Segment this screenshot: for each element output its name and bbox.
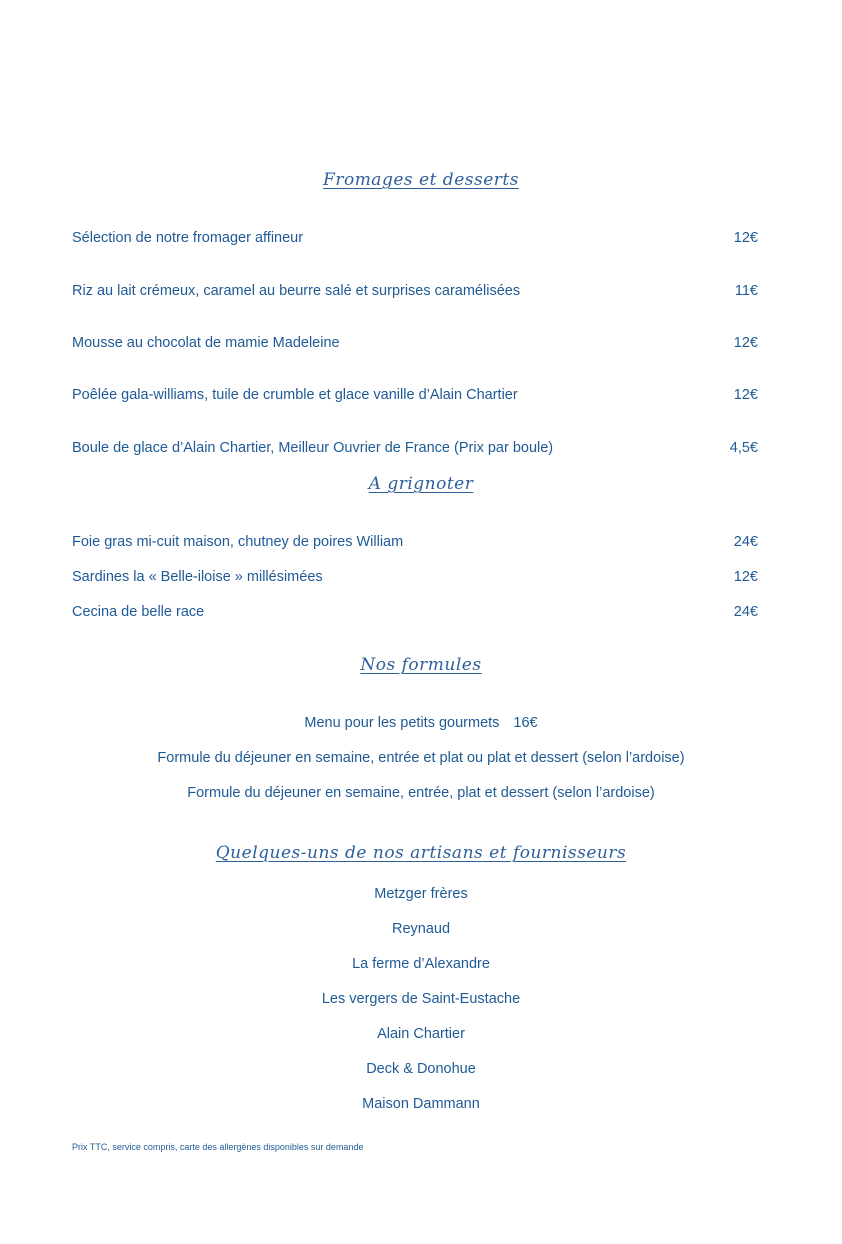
menu-item-price: 12€: [733, 230, 758, 246]
menu-item: [72, 385, 758, 405]
artisan-name: Maison Dammann: [362, 1096, 480, 1112]
formule-text: Formule du déjeuner en semaine, entrée et plat ou plat et dessert (selon l’ardoise): [157, 750, 685, 766]
section-title-fromages-desserts: Fromages et desserts: [323, 170, 519, 190]
formule-text: Formule du déjeuner en semaine, entrée, plat et dessert (selon l’ardoise): [187, 785, 655, 801]
menu-item-price: 12€: [733, 387, 758, 403]
section-title-formules: Nos formules: [360, 655, 482, 675]
menu-item: [72, 602, 758, 622]
artisan-name: Reynaud: [391, 921, 451, 937]
menu-item-price: 24€: [733, 604, 758, 620]
menu-item-name: Poêlée gala-williams, tuile de crumble et glace vanille d’Alain Chartier: [72, 387, 518, 403]
menu-item-price: 12€: [733, 569, 758, 585]
menu-item-name: Riz au lait crémeux, caramel au beurre salé et surprises caramélisées: [72, 283, 521, 299]
artisan-name: Les vergers de Saint-Eustache: [321, 991, 521, 1007]
formule-text: Menu pour les petits gourmets: [304, 715, 500, 731]
menu-item-price: 12€: [733, 335, 758, 351]
artisan-name: Alain Chartier: [377, 1026, 465, 1042]
menu-item-price: 24€: [733, 534, 758, 550]
menu-item-name: Sélection de notre fromager affineur: [72, 230, 304, 246]
artisan-name: La ferme d’Alexandre: [352, 956, 490, 972]
menu-item: [72, 333, 758, 353]
menu-item-price: 4,5€: [729, 440, 758, 456]
footer-note: Prix TTC, service compris, carte des allergènes disponibles sur demande: [72, 1142, 364, 1152]
menu-item: [72, 532, 758, 552]
menu-item: [72, 281, 758, 301]
menu-item: [72, 438, 758, 458]
formule-price: 16€: [513, 715, 538, 731]
formule-line: [0, 748, 842, 768]
formule-line: [0, 713, 842, 733]
menu-item: [72, 228, 758, 248]
menu-item-name: Boule de glace d’Alain Chartier, Meilleur Ouvrier de France (Prix par boule): [72, 440, 554, 456]
section-title-grignoter: A grignoter: [368, 474, 474, 494]
section-title-artisans: Quelques-uns de nos artisans et fournisseurs: [215, 843, 627, 863]
menu-item-name: Cecina de belle race: [72, 604, 205, 620]
artisan-name: Deck & Donohue: [366, 1061, 476, 1077]
artisan-name: Metzger frères: [374, 886, 468, 902]
formule-line: [0, 783, 842, 803]
menu-item: [72, 567, 758, 587]
menu-item-name: Mousse au chocolat de mamie Madeleine: [72, 335, 340, 351]
menu-item-name: Foie gras mi-cuit maison, chutney de poires William: [72, 534, 404, 550]
menu-item-price: 11€: [734, 283, 758, 299]
menu-item-name: Sardines la « Belle-iloise » millésimées: [72, 569, 323, 585]
